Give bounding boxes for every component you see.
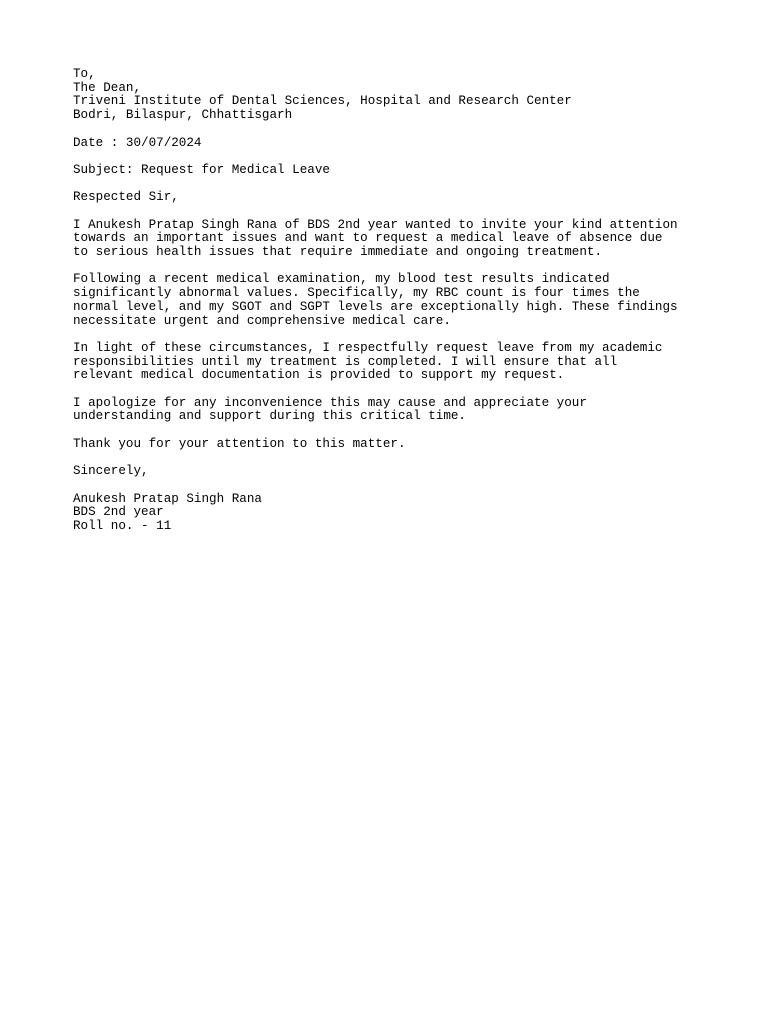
paragraph-line: significantly abnormal values. Specifically, my RBC count is four times the	[73, 286, 640, 301]
body-paragraph-5	[73, 438, 733, 452]
paragraph-line: responsibilities until my treatment is completed. I will ensure that all	[73, 354, 618, 369]
signature-roll-number: Roll no. - 11	[73, 519, 172, 534]
paragraph-line: I Anukesh Pratap Singh Rana of BDS 2nd year wanted to invite your kind attention	[73, 217, 678, 232]
paragraph-line: necessitate urgent and comprehensive medical care.	[73, 313, 451, 328]
paragraph-line: Following a recent medical examination, my blood test results indicated	[73, 272, 610, 287]
closing: Sincerely,	[73, 464, 149, 479]
spacer	[73, 328, 733, 342]
paragraph-line: to serious health issues that require immediate and ongoing treatment.	[73, 245, 603, 260]
letter-page	[73, 68, 733, 534]
paragraph-line: In light of these circumstances, I respectfully request leave from my academic	[73, 340, 663, 355]
recipient-line: Triveni Institute of Dental Sciences, Hospital and Research Center	[73, 94, 572, 109]
paragraph-line: I apologize for any inconvenience this may cause and appreciate your	[73, 395, 587, 410]
signature-block	[73, 493, 733, 534]
spacer	[73, 123, 733, 137]
recipient-block	[73, 68, 733, 123]
spacer	[73, 150, 733, 164]
salutation: Respected Sir,	[73, 190, 179, 205]
spacer	[73, 452, 733, 466]
spacer	[73, 205, 733, 219]
paragraph-line: understanding and support during this critical time.	[73, 409, 466, 424]
signature-name: Anukesh Pratap Singh Rana	[73, 491, 262, 506]
spacer	[73, 383, 733, 397]
spacer	[73, 424, 733, 438]
paragraph-line: towards an important issues and want to request a medical leave of absence due	[73, 231, 663, 246]
signature-course: BDS 2nd year	[73, 505, 164, 520]
paragraph-line: relevant medical documentation is provided to support my request.	[73, 368, 565, 383]
spacer	[73, 479, 733, 493]
paragraph-line: normal level, and my SGOT and SGPT levels are exceptionally high. These findings	[73, 299, 678, 314]
spacer	[73, 260, 733, 274]
spacer	[73, 178, 733, 192]
body-paragraph-1	[73, 219, 733, 260]
recipient-line: Bodri, Bilaspur, Chhattisgarh	[73, 108, 293, 123]
body-paragraph-2	[73, 273, 733, 328]
body-paragraph-4	[73, 397, 733, 424]
letter-subject: Subject: Request for Medical Leave	[73, 162, 330, 177]
paragraph-line: Thank you for your attention to this matter.	[73, 436, 406, 451]
letter-date: Date : 30/07/2024	[73, 135, 202, 150]
body-paragraph-3	[73, 342, 733, 383]
recipient-line: The Dean,	[73, 80, 142, 95]
recipient-line: To,	[73, 67, 96, 81]
